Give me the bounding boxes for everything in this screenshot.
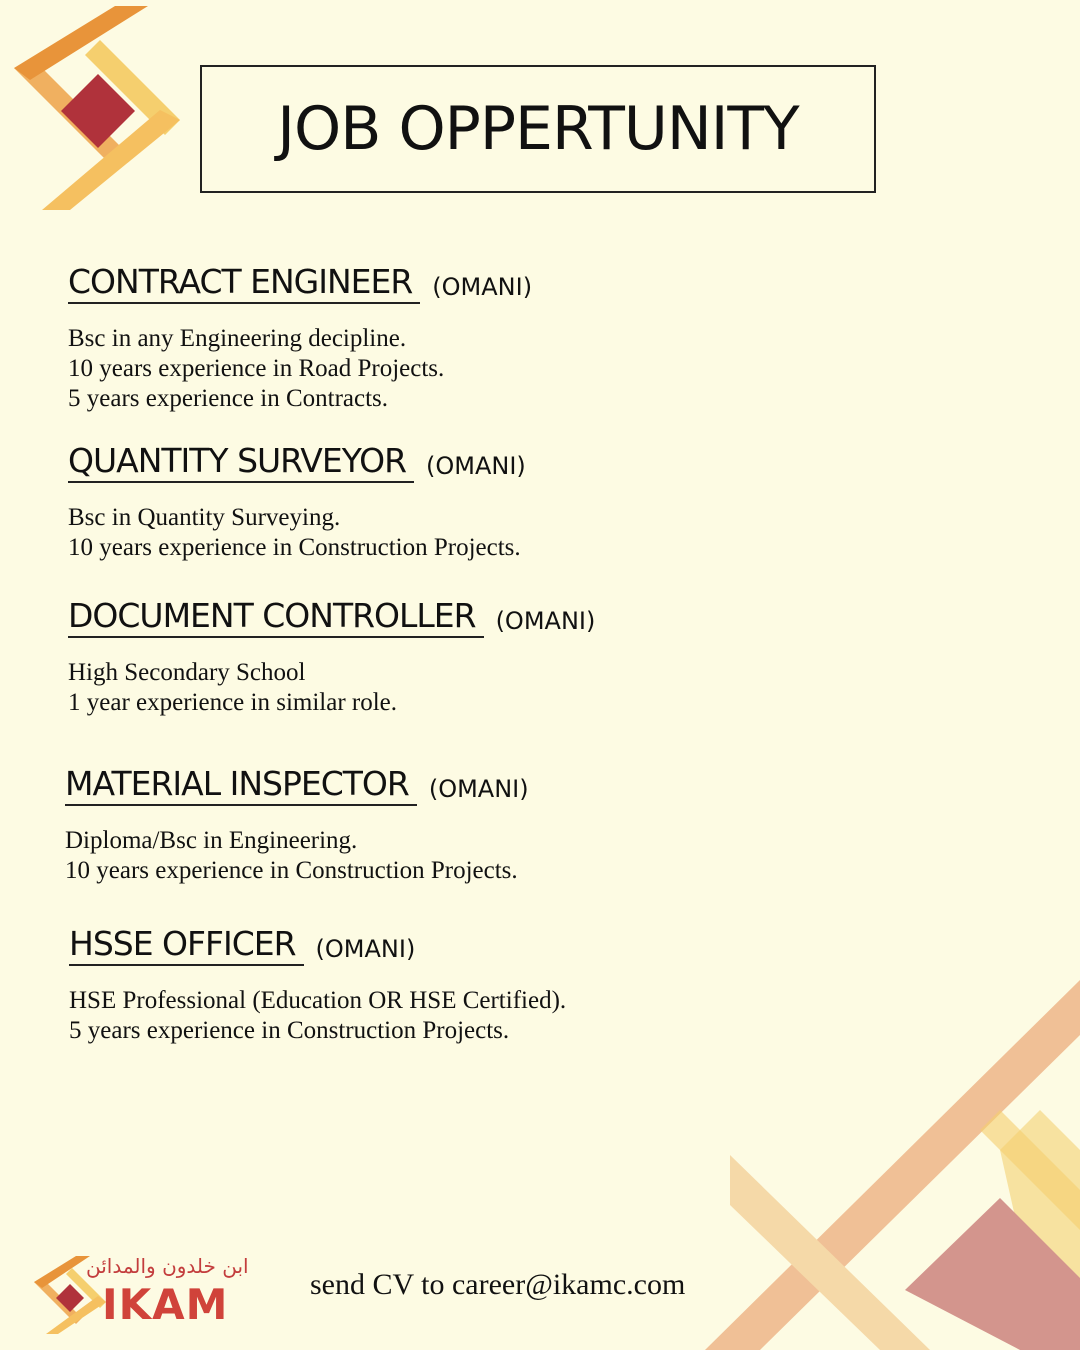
job-listing-contract-engineer <box>68 262 532 414</box>
job-title: HSSE OFFICER <box>69 924 304 966</box>
job-nationality: (OMANI) <box>495 607 596 635</box>
job-requirement: 10 years experience in Construction Projects. <box>65 857 518 884</box>
job-requirement: 5 years experience in Contracts. <box>68 385 389 412</box>
job-requirement: 10 years experience in Construction Projects. <box>68 534 521 561</box>
job-requirement: Bsc in Quantity Surveying. <box>68 504 341 531</box>
job-requirement: High Secondary School <box>68 659 306 686</box>
job-requirement: HSE Professional (Education OR HSE Certified). <box>69 987 567 1014</box>
title-box <box>200 65 876 193</box>
job-requirement: Bsc in any Engineering decipline. <box>68 325 407 352</box>
logo-wordmark: IKAM <box>102 1280 229 1329</box>
contact-email-text: send CV to career@ikamc.com <box>310 1268 686 1301</box>
job-nationality: (OMANI) <box>432 273 533 301</box>
job-title: CONTRACT ENGINEER <box>68 262 420 304</box>
job-nationality: (OMANI) <box>428 775 529 803</box>
job-listing-quantity-surveyor <box>68 441 526 563</box>
job-listing-hsse-officer <box>69 924 566 1046</box>
corner-emblem-top-left <box>0 0 200 220</box>
job-nationality: (OMANI) <box>426 452 526 480</box>
logo-arabic-text: ابن خلدون والمدائن <box>86 1254 249 1278</box>
job-listing-document-controller <box>68 596 595 718</box>
job-nationality: (OMANI) <box>315 935 416 963</box>
job-title: MATERIAL INSPECTOR <box>65 764 417 806</box>
job-requirement: 1 year experience in similar role. <box>68 689 398 716</box>
job-title: QUANTITY SURVEYOR <box>68 441 414 483</box>
page-title: JOB OPPERTUNITY <box>277 94 799 164</box>
job-listing-material-inspector <box>65 764 529 886</box>
job-requirement: 10 years experience in Road Projects. <box>68 355 445 382</box>
job-requirement: 5 years experience in Construction Projects. <box>69 1017 510 1044</box>
job-requirement: Diploma/Bsc in Engineering. <box>65 827 358 854</box>
job-title: DOCUMENT CONTROLLER <box>68 596 484 638</box>
